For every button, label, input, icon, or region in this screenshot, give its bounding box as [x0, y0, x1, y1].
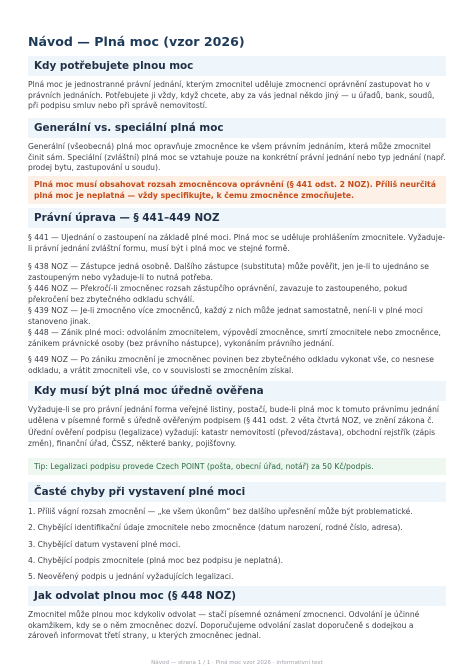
warning-box: Plná moc musí obsahovat rozsah zmocněncova oprávnění (§ 441 odst. 2 NOZ). Příliš neurčitá plná moc je neplatná — vždy specifikujte, k čemu zmocněnce zmocňujete.	[28, 176, 446, 204]
paragraph-revoke: Zmocnitel může plnou moc kdykoliv odvolat — stačí písemné oznámení zmocnenci. Odvolání je účinné okamžikem, kdy se o něm zmocněnec dozví. Doporučujeme odvolání zaslat doporučeně s dodejkou a zároveň informovat třetí strany, u kterých zmocněnec jednal.	[28, 610, 420, 641]
paragraph-general-special: Generální (všeobecná) plná moc opravňuje zmocněnce ke všem právním jednáním, která může zmocnitel činit sám. Speciální (zvláštní) plná moc se vztahuje pouze na konkrétní právní jednání nebo typ jednání (např. prodej bytu, zastupování u soudu).	[28, 142, 446, 173]
page-footer: Návod — strana 1 / 1 · Plná moc vzor 2026 · informativní text	[151, 660, 323, 666]
paragraph-when: Plná moc je jednostranné právní jednání, kterým zmocnitel uděluje zmocnenci oprávnění zastupovat ho v právních jednáních. Potřebujete ji vždy, když chcete, aby za vás jednal někdo jiný — u úřadů, bank, soudů, při podpisu smluv nebo při správě nemovitostí.	[28, 80, 435, 111]
paragraph-449: § 449 NOZ — Po zániku zmocnění je zmocněnec povinen bez zbytečného odkladu vykonat vše, co nesnese odkladu, a vrátit zmocniteli vše, co v souvislosti se zmocněním získal.	[28, 355, 434, 375]
paragraph-public-deed: Vyžaduje-li se pro právní jednání forma veřejné listiny, postačí, bude-li plná moc k tomuto právnímu jednání udělena v písemné formě s úředně ověřeným podpisem (§ 441 odst. 2 věta čtvrtá NOZ, ve znění zákona č.	[28, 405, 440, 425]
list-item: 3. Chybějící datum vystavení plné moci.	[28, 540, 181, 549]
section-heading-when: Kdy potřebujete plnou moc	[28, 56, 446, 76]
section-heading-general-special: Generální vs. speciální plná moc	[28, 118, 446, 138]
section-heading-mistakes: Časté chyby při vystavení plné moci	[28, 482, 446, 502]
list-item: 5. Neověřený podpis u jednání vyžadujících legalizaci.	[28, 572, 234, 581]
paragraph-legalization: Úřední ověření podpisu (legalizace) vyžadují: katastr nemovitostí (převod/zástava), obchodní rejstřík (zápis změn), finanční úřad, ČSSZ, některé banky, pojišťovny.	[28, 428, 436, 448]
section-heading-revoke: Jak odvolat plnou moc (§ 448 NOZ)	[28, 586, 446, 606]
list-item: 1. Příliš vágní rozsah zmocnění — „ke všem úkonům“ bez dalšího upřesnění může být problematické.	[28, 507, 413, 516]
paragraph-439: § 439 NOZ — Je-li zmocněno více zmocněnců, každý z nich může jednat samostatně, není-li v plné moci stanoveno jinak.	[28, 306, 423, 326]
paragraph-441: § 441 — Ujednání o zastoupení na základě plné moci. Plná moc se uděluje prohlášením zmocnitele. Vyžaduje-li právní jednání zvláštní formu, musí být i plná moc ve stejné formě.	[28, 233, 446, 253]
paragraph-446: § 446 NOZ — Překročí-li zmocněnec rozsah zástupčího oprávnění, zavazuje to zastoupeného, pokud překročení bez zbytečného odkladu schválí.	[28, 284, 408, 304]
list-item: 4. Chybějící podpis zmocnitele (plná moc bez podpisu je neplatná).	[28, 556, 284, 565]
page-title: Návod — Plná moc (vzor 2026)	[28, 34, 245, 49]
section-heading-certification: Kdy musí být plná moc úředně ověřena	[28, 381, 446, 401]
list-item: 2. Chybějící identifikační údaje zmocnitele nebo zmocněnce (datum narození, rodné číslo, adresa).	[28, 523, 403, 532]
tip-box: Tip: Legalizaci podpisu provede Czech POINT (pošta, obecní úřad, notář) za 50 Kč/podpis.	[28, 458, 446, 475]
paragraph-448: § 448 — Zánik plné moci: odvoláním zmocnitelem, výpovědí zmocněnce, smrtí zmocnitele nebo zmocněnce, zánikem právnické osoby (bez právního nástupce), vykonáním právního jednání.	[28, 328, 441, 348]
paragraph-438: § 438 NOZ — Zástupce jedná osobně. Dalšího zástupce (substituta) může pověřit, jen je-li to ujednáno se zastoupeným nebo vyžaduje-li to nutná potřeba.	[28, 262, 429, 282]
section-heading-legal: Právní úprava — § 441–449 NOZ	[28, 208, 446, 228]
